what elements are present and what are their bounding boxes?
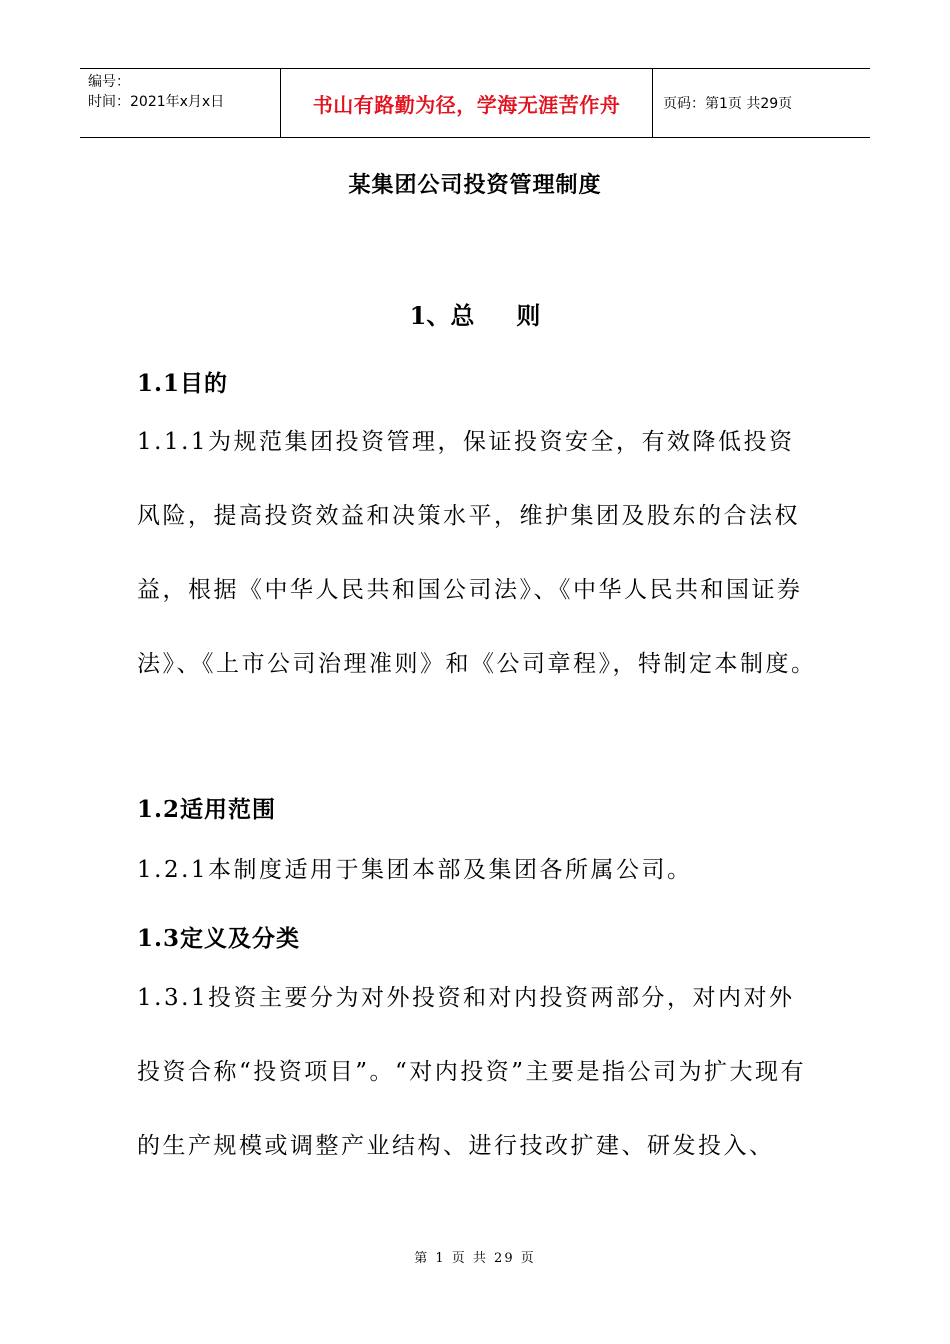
- header-page-cell: [653, 69, 870, 137]
- header-page-info: 页码：第1页 共29页: [663, 96, 793, 112]
- paragraph-scope: 1.2.1本制度适用于集团本部及集团各所属公司。: [137, 857, 693, 883]
- paragraph-purpose: 1.1.1为规范集团投资管理，保证投资安全，有效降低投资风险，提高投资效益和决策水平，维护集团及股东的合法权益，根据《中华人民共和国公司法》、《中华人民共和国证券法》、《上市公司治理准则》和《公司章程》，特制定本制度。: [137, 429, 817, 677]
- header-meta-cell: [80, 69, 281, 137]
- header-motto-cell: [281, 69, 653, 137]
- section-heading-definitions: 1.3定义及分类: [137, 925, 301, 952]
- chapter-heading: [0, 296, 950, 331]
- header-motto: 书山有路勤为径，学海无涯苦作舟: [312, 92, 621, 117]
- chapter-heading-tail: 则: [516, 301, 541, 330]
- section-heading-purpose: 1.1目的: [137, 370, 229, 397]
- chapter-heading-number: 1、总: [409, 301, 475, 330]
- header-table: [80, 68, 870, 138]
- document-date-label: 时间：2021年x月x日: [88, 94, 225, 110]
- page-footer: 第 1 页 共 29 页: [414, 1251, 536, 1266]
- document-title: 某集团公司投资管理制度: [348, 172, 602, 198]
- paragraph-definitions: 1.3.1投资主要分为对外投资和对内投资两部分，对内对外投资合称“投资项目”。“对内投资”主要是指公司为扩大现有的生产规模或调整产业结构、进行技改扩建、研发投入、: [137, 985, 807, 1159]
- document-number-label: 编号：: [88, 74, 130, 90]
- section-heading-scope: 1.2适用范围: [137, 796, 277, 823]
